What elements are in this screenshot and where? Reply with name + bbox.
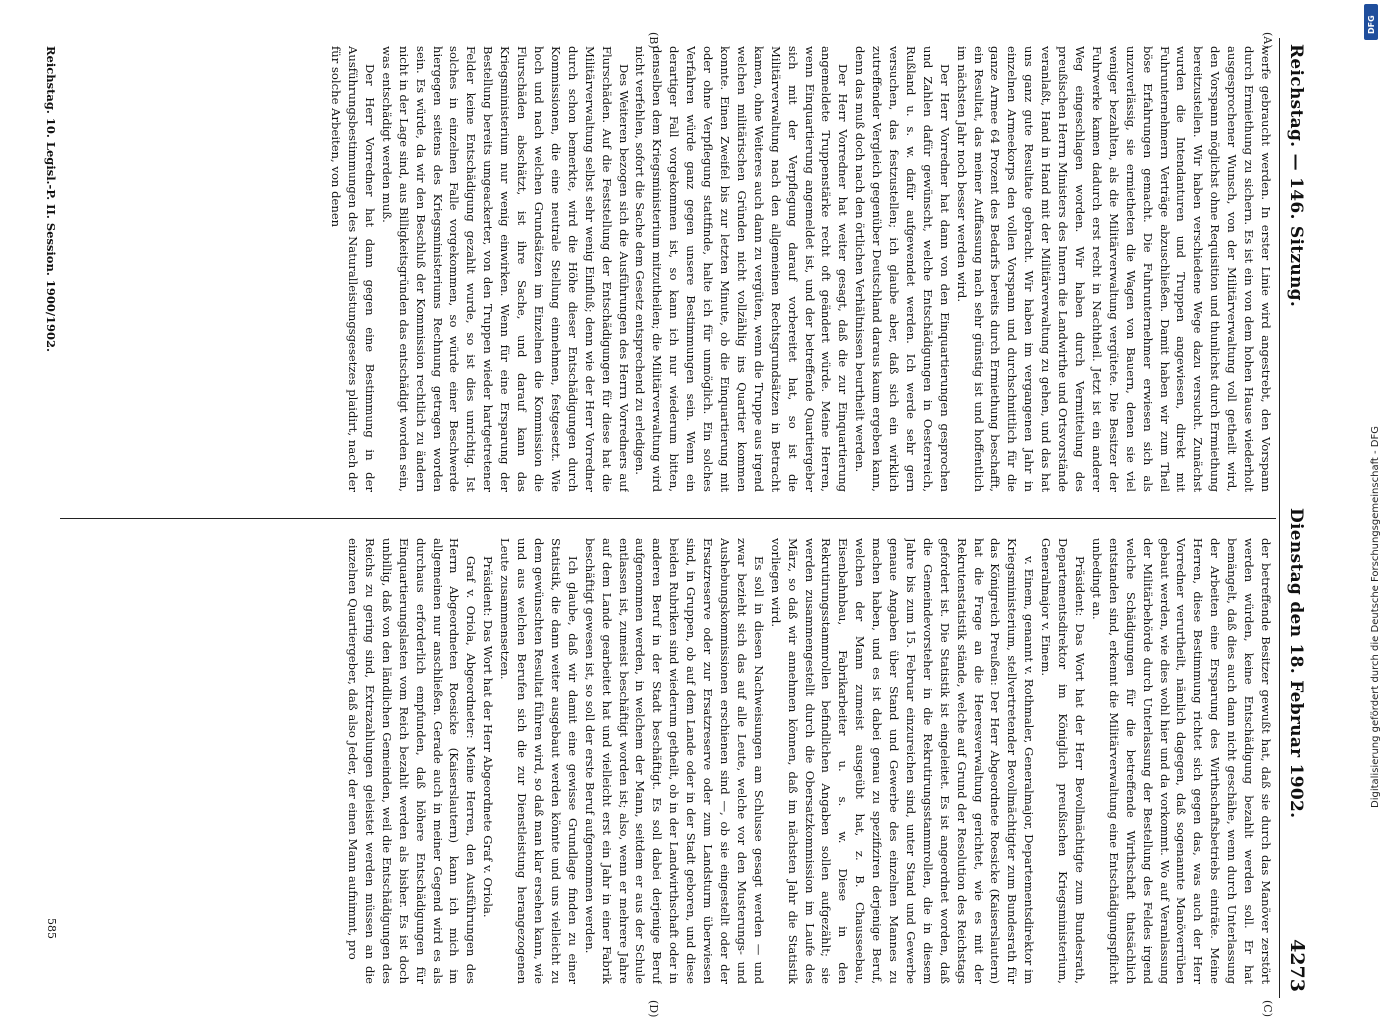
paragraph: Der Herr Vorredner hat dann gegen eine Bestimmung in der Ausführungsbestimmungen des Naturalleistungsgesetzes plaidirt, nach der für solche Arbeiten, von denen [329, 46, 377, 492]
dfg-logo-label: DFG [1367, 15, 1376, 34]
paragraph: Ich glaube, daß wir damit eine gewisse Grundlage finden zu einer Statistik, die dann weiter ausgebaut werden könnte und uns vielleicht zu dem gewünschten Resultat führen wird, so daß man klar ersehen kann, wie und aus welchen Berufen sich die zur Dienstleistung herangezogenen Leute zusammensetzen. [498, 538, 580, 984]
paragraph: werfe gebraucht werden. In erster Linie wird angestrebt, den Vorspann durch Ermiethung zu sichern. Es ist ein von dem hohen Hause wiederholt ausgesprochener Wunsch, von der Militärverwaltung voll getheilt wird, den Vorspann möglichst ohne Requisition und thunlichst durch Ermiethung bereitzustellen. Wir haben verschiedene Wege dazu versucht. Zunächst wurden die Intendanturen und Truppen angewiesen, direkt mit Fuhrunternehmern Verträge abzuschließen. Damit haben wir zum Theil böse Erfahrungen gemacht. Die Fuhrunternehmer erwiesen sich als unzuverlässig, sie ermietheten die Wagen von Bauern, denen sie viel weniger bezahlten, als die Militärverwaltung vergütete. Die Besitzer der Fuhrwerke kamen dadurch erst recht in Nachtheil. Jetzt ist ein anderer Weg eingeschlagen worden. Wir haben durch Vermittelung des preußischen Herrn Ministers des Innern die Landwirthe und Ortsvorstände veranlaßt, Hand in Hand mit der Militärverwaltung zu gehen, und das hat uns ganz gute Resultate gebracht. Wir haben im vergangenen Jahr in einzelnen Armeekorps den vollen Vorspann und durchschnittlich für die ganze Armee 64 Prozent des Bedarfs bereits durch Ermiethung beschafft, ein Resultat, das meiner Auffassung nach sehr günstig ist und hoffentlich im nächsten Jahr noch besser werden wird. [954, 46, 1273, 492]
paragraph: der betreffende Besitzer gewußt hat, daß sie durch das Manöver zerstört werden würden, keine Entschädigung bezahlt werden soll. Er hat bemängelt, daß dies auch dann nicht geschähe, wenn durch Unterlassung der Arbeiten eine Ersparung des Wirthschaftsbetriebs einträte. Meine Herren, diese Bestimmung richtet sich gegen das, was auch der Herr Vorredner verurtheilt, nämlich dagegen, daß sogenannte Manöverrüben gebaut werden, wie dies wohl hier und da vorkommt. Wo auf Veranlassung der Militärbehörde durch Unterlassung der Bestellung des Feldes irgend welche Schädigungen für die betreffende Wirthschaft thatsächlich entstanden sind, erkennt die Militärverwaltung eine Entschädigungspflicht unbedingt an. [1089, 538, 1273, 984]
page-footer: Reichstag. 10. Legisl.-P. II. Session. 1900/1902. [44, 46, 58, 353]
paragraph: Des Weiteren bezogen sich die Ausführungen des Herrn Vorredners auf Flurschäden. Auf die Feststellung der Entschädigungen für diese hat die Militärverwaltung selbst sehr wenig Einfluß; denn wie der Herr Vorredner durch schon bemerkte, wird die Höhe dieser Entschädigungen durch Kommissionen, die eine neutrale Stellung einnehmen, festgesetzt. Wie hoch und nach welchen Grundsätzen im Einzelnen die Kommission die Flurschäden abschätzt, ist ihre Sache, und darauf kann das Kriegsministerium nur wenig einwirken. Wenn für eine Ersparung der Bestellung bereits umgeackerter, von den Truppen wieder hartgetretener Felder keine Entschädigung gezahlt wurde, so ist dies unrichtig. Ist solches in einzelnen Falle vorgekommen, so würde einer Beschwerde hiergegen seitens des Kriegsministeriums Rechnung getragen worden sein. Es würde, da wir den Beschluß der Kommission rechtlich zu ändern nicht in der Lage sind, aus Billigkeitsgründen das entschädigt worden sein, was entschädigt werden muß. [379, 46, 631, 492]
header-session: Reichstag. — 146. Sitzung. [1286, 44, 1306, 308]
paragraph: Es soll in diesen Nachweisungen am Schlusse gesagt werden — und zwar bezieht sich das auf alle Leute, welche vor den Musterungs- und Aushebungskommissionen erschienen sind —, ob sie eingestellt oder der Ersatzreserve oder zur Ersatzreserve oder zum Landsturm überwiesen sind, in Gruppen, ob auf dem Lande oder in der Stadt geboren, und diese beiden Rubriken sind wiederum getheilt, ob in der Landwirthschaft oder in anderen Beruf in der Stadt beschäftigt. Es soll dabei derjenige Beruf aufgenommen werden, in welchem der Mann, seitdem er aus der Schule entlassen ist, zumeist beschäftigt worden ist; also, wenn er mehrere Jahre auf dem Lande gearbeitet hat und vielleicht erst ein Jahr in einer Fabrik beschäftigt gewesen ist, so soll der erste Beruf aufgenommen werden. [582, 538, 766, 984]
margin-mark-d: (D) [647, 1000, 660, 1017]
scanned-page [10, 32, 1310, 1017]
credit-text: Digitalisierung gefördert durch die Deutsche Forschungsgemeinschaft - DFG [1370, 425, 1381, 808]
paragraph: Präsident: Das Wort hat der Herr Abgeordnete Graf v. Oriola. [481, 556, 496, 918]
margin-mark-a: (A) [1261, 32, 1274, 49]
paragraph: Präsident: Das Wort hat der Herr Bevollmächtigte zum Bundesrath, Departementsdirektor im Königlich preußischen Kriegsministerium, Generalmajor v. Einem. [1039, 538, 1088, 984]
column-divider [60, 518, 1276, 519]
paragraph: Graf v. Oriola, Abgeordneter: Meine Herren, den Ausführungen des Herrn Abgeordneten Roesicke (Kaiserslautern) kann ich mich im allgemeinen nur anschließen. Gerade auch in meiner Gegend wird es als durchaus erforderlich empfunden, daß höhere Entschädigungen für Einquartierungslasten vom Reich bezahlt werden als bisher. Es ist doch unbillig, daß von den ländlichen Gemeinden, weil die Entschädigungen des Reichs zu gering sind, Extrazahlungen geleistet werden müssen an die einzelnen Quartiergeber, daß also Jeder, der einen Mann aufnimmt, pro [346, 538, 479, 984]
left-column [64, 46, 1274, 492]
sheet-number: 585 [45, 918, 58, 939]
right-column [64, 538, 1274, 984]
paragraph: v. Einem, genannt v. Rothmaler, Generalmajor, Departementsdirektor im Kriegsministerium, stellvertretender Bevollmächtigter zum Bundesrath für das Königreich Preußen: Der Herr Abgeordnete Roesicke (Kaiserslautern) hat die Frage an die Heeresverwaltung gerichtet, wie es mit der Rekrutenstatistik stände, welche auf Grund der Resolution des Reichstags gefordert ist. Die Statistik ist eingeleitet. Es ist angeordnet worden, daß die Gemeindevorsteher in die Rekrutirungsstammrollen, die in diesem Jahre bis zum 15. Februar einzureichen sind, unter Stand und Gewerbe genaue Angaben über Stand und Gewerbe des einzelnen Mannes zu machen haben, und es ist dabei genau zu spezifiziren derjenige Beruf, welchen der Mann zumeist ausgeübt hat, z. B. Chausseebau, Eisenbahnbau, Fabrikarbeiter u. s. w. Diese in den Rekrutirungsstammrollen befindlichen Angaben sollen aufgezählt; sie werden zusammengestellt durch die Obersatzkommission im Laufe des März, so daß wir annehmen können, daß im nächsten Jahr die Statistik vorliegen wird. [768, 538, 1037, 984]
digitization-credit [1352, 18, 1381, 808]
margin-mark-b: (B) [647, 32, 660, 49]
margin-mark-c: (C) [1261, 1000, 1274, 1017]
paragraph: Der Herr Vorredner hat weiter gesagt, daß die zur Einquartierung angemeldete Truppenstärke recht oft geändert würde. Meine Herren, wenn Einquartierung angemeldet ist, und der betreffende Quartiergeber sich mit der Verpflegung darauf vorbereitet hat, so ist die Militärverwaltung nach den allgemeinen Rechtsgrundsätzen in Betracht kamen, ohne Weiteres auch dann zu vergüten, wenn die Truppe aus irgend welchen militärischen Gründen nicht vollzählig ins Quartier kommen konnte. Einen Zweifel bis zur letzten Minute, ob die Einquartierung mit oder ohne Verpflegung stattfinde, halte ich für unmöglich. Ein solches Verfahren würde ganz gegen unsere Bestimmungen sein. Wenn ein derartiger Fall vorgekommen ist, so kann ich nur wiederum bitten, denselben dem Kriegsministerium mitzutheilen; die Militärverwaltung wird nicht verfehlen, sofort die Sache dem Gesetz entsprechend zu erledigen. [633, 46, 851, 492]
paragraph: Der Herr Vorredner hat dann von den Einquartierungen gesprochen und Zahlen dafür gewünscht, welche Entschädigungen in Oesterreich, Rußland u. s. w. dafür aufgewendet werden. Ich werde sehr gern versuchen, das festzustellen; ich glaube aber, daß sich ein wirklich zutreffender Vergleich gegenüber Deutschland daraus kaum ergeben kann, denn das muß doch nach den örtlichen Verhältnissen beurtheilt werden. [853, 46, 952, 492]
dfg-logo [1364, 4, 1378, 40]
page-number: 4273 [1286, 939, 1308, 992]
header-date: Dienstag den 18. Februar 1902. [1286, 508, 1306, 819]
page-header [1279, 38, 1310, 998]
